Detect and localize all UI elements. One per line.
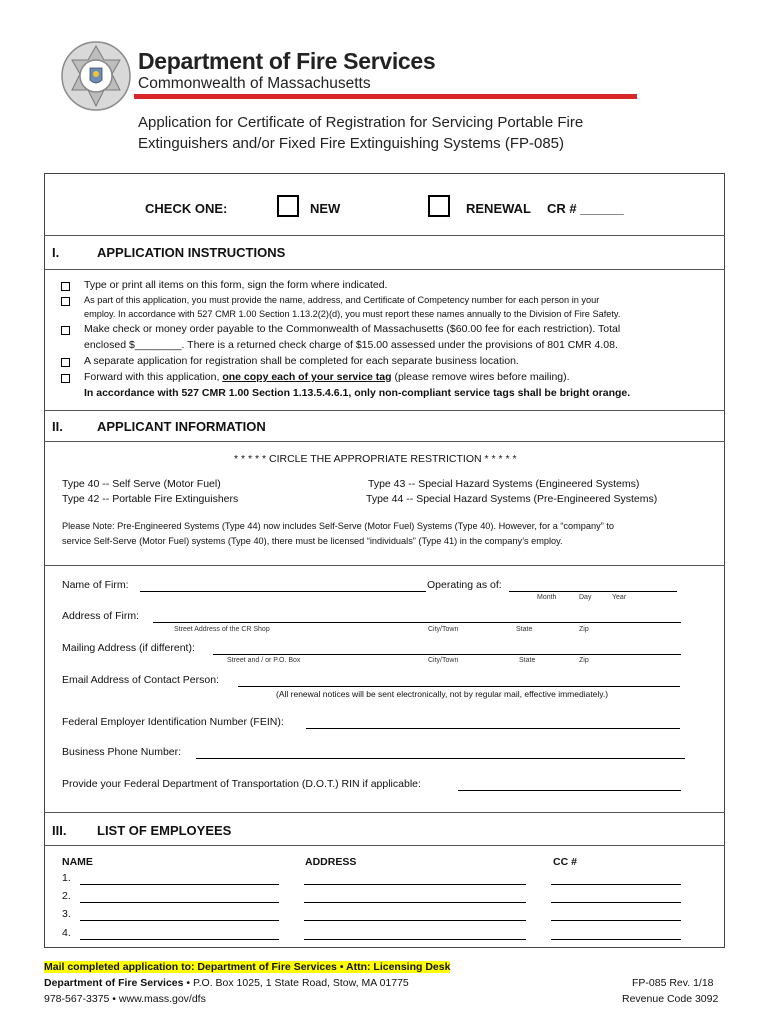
- divider: [44, 565, 725, 566]
- phone-input[interactable]: [196, 758, 685, 759]
- divider: [44, 269, 725, 270]
- section2-number: II.: [52, 419, 63, 434]
- type-42[interactable]: Type 42 -- Portable Fire Extinguishers: [62, 493, 239, 505]
- employee-cc-input[interactable]: [551, 884, 681, 885]
- employee-name-input[interactable]: [80, 902, 279, 903]
- divider: [44, 812, 725, 813]
- employee-name-input[interactable]: [80, 884, 279, 885]
- address-header: ADDRESS: [305, 856, 357, 868]
- section1-title: APPLICATION INSTRUCTIONS: [97, 245, 286, 260]
- divider: [44, 845, 725, 846]
- type-40[interactable]: Type 40 -- Self Serve (Motor Fuel): [62, 478, 221, 490]
- bullet-icon: [61, 358, 70, 367]
- instruction-1: Type or print all items on this form, sign the form where indicated.: [84, 279, 388, 291]
- name-header: NAME: [62, 856, 93, 868]
- form-revision: FP-085 Rev. 1/18: [632, 977, 714, 989]
- instruction-2a: As part of this application, you must provide the name, address, and Certificate of Competency number for each person in your: [84, 295, 600, 305]
- zip-caption: Zip: [579, 626, 589, 633]
- firm-name-input[interactable]: [140, 591, 426, 592]
- street-po-caption: Street and / or P.O. Box: [227, 657, 301, 664]
- bullet-icon: [61, 297, 70, 306]
- email-label: Email Address of Contact Person:: [62, 674, 219, 686]
- footer-address: [44, 977, 409, 989]
- section1-number: I.: [52, 245, 60, 260]
- state-caption: State: [516, 626, 533, 633]
- note-line2: service Self-Serve (Motor Fuel) systems (Type 40), there must be licensed “individuals” (Type 41) in the company’s employ.: [62, 536, 563, 546]
- state-caption: State: [519, 657, 536, 664]
- instruction-5: [84, 371, 570, 383]
- operating-label: Operating as of:: [427, 579, 502, 591]
- employee-row-number: 1.: [62, 872, 71, 884]
- employee-row-number: 2.: [62, 890, 71, 902]
- type-43[interactable]: Type 43 -- Special Hazard Systems (Engineered Systems): [368, 478, 640, 490]
- mail-to-instruction: Mail completed application to: Department of Fire Services • Attn: Licensing Desk: [44, 961, 451, 973]
- mailing-address-label: Mailing Address (if different):: [62, 642, 195, 654]
- email-note: (All renewal notices will be sent electronically, not by regular mail, effective immediately.): [276, 689, 609, 699]
- instruction-6: In accordance with 527 CMR 1.00 Section 1.13.5.4.6.1, only non-compliant service tags shall be bright orange.: [84, 387, 631, 399]
- new-checkbox[interactable]: [277, 195, 299, 217]
- employee-name-input[interactable]: [80, 920, 279, 921]
- dot-input[interactable]: [458, 790, 681, 791]
- instruction-5-post: (please remove wires before mailing).: [391, 371, 570, 383]
- renewal-checkbox[interactable]: [428, 195, 450, 217]
- form-title-line1: Application for Certificate of Registration for Servicing Portable Fire: [138, 114, 584, 131]
- circle-restriction: * * * * * CIRCLE THE APPROPRIATE RESTRICTION * * * * *: [234, 453, 517, 465]
- commonwealth-name: Commonwealth of Massachusetts: [138, 75, 371, 92]
- note-line1: Please Note: Pre-Engineered Systems (Type 44) now includes Self-Serve (Motor Fuel) Systems (Type 40). However, for a “company” to: [62, 521, 614, 531]
- employee-address-input[interactable]: [304, 884, 526, 885]
- employee-name-input[interactable]: [80, 939, 279, 940]
- department-name: Department of Fire Services: [138, 48, 436, 74]
- operating-date-input[interactable]: [509, 591, 677, 592]
- fein-input[interactable]: [306, 728, 680, 729]
- instruction-4: A separate application for registration shall be completed for each separate business location.: [84, 355, 519, 367]
- email-input[interactable]: [238, 686, 680, 687]
- instruction-5-pre: Forward with this application,: [84, 371, 223, 383]
- dot-label: Provide your Federal Department of Transportation (D.O.T.) RIN if applicable:: [62, 778, 421, 790]
- type-44[interactable]: Type 44 -- Special Hazard Systems (Pre-Engineered Systems): [366, 493, 658, 505]
- instruction-5-underlined: one copy each of your service tag: [222, 371, 392, 383]
- employee-address-input[interactable]: [304, 902, 526, 903]
- phone-label: Business Phone Number:: [62, 746, 182, 758]
- form-title-line2: Extinguishers and/or Fixed Fire Extinguishing Systems (FP-085): [138, 135, 565, 152]
- instruction-2b: employ. In accordance with 527 CMR 1.00 Section 1.13.2(2)(d), you must report these names annually to the Division of Fire Safety.: [84, 309, 621, 319]
- bullet-icon: [61, 282, 70, 291]
- cc-header: CC #: [553, 856, 577, 868]
- divider: [44, 410, 725, 411]
- instruction-3b: enclosed $________. There is a returned check charge of $15.00 assessed under the provisions of 801 CMR 4.08.: [84, 339, 618, 351]
- employee-address-input[interactable]: [304, 920, 526, 921]
- year-caption: Year: [612, 594, 627, 601]
- revenue-code: Revenue Code 3092: [622, 993, 719, 1005]
- employee-cc-input[interactable]: [551, 902, 681, 903]
- employee-row-number: 3.: [62, 908, 71, 920]
- day-caption: Day: [579, 594, 592, 601]
- new-label: NEW: [310, 201, 341, 216]
- employee-address-input[interactable]: [304, 939, 526, 940]
- footer-po-box: • P.O. Box 1025, 1 State Road, Stow, MA 01775: [183, 977, 409, 989]
- bullet-icon: [61, 326, 70, 335]
- employee-row-number: 4.: [62, 927, 71, 939]
- firm-address-input[interactable]: [153, 622, 681, 623]
- cr-number-field[interactable]: CR # ______: [547, 201, 624, 216]
- footer-contact: 978-567-3375 • www.mass.gov/dfs: [44, 993, 206, 1005]
- employee-cc-input[interactable]: [551, 939, 681, 940]
- section2-title: APPLICANT INFORMATION: [97, 419, 266, 434]
- section3-title: LIST OF EMPLOYEES: [97, 823, 232, 838]
- bullet-icon: [61, 374, 70, 383]
- fein-label: Federal Employer Identification Number (FEIN):: [62, 716, 284, 728]
- firm-address-label: Address of Firm:: [62, 610, 140, 622]
- instruction-3a: Make check or money order payable to the Commonwealth of Massachusetts ($60.00 fee for each restriction). Total: [84, 323, 621, 335]
- employee-cc-input[interactable]: [551, 920, 681, 921]
- renewal-label: RENEWAL: [466, 201, 531, 216]
- zip-caption: Zip: [579, 657, 589, 664]
- header-divider: [134, 94, 637, 99]
- city-caption: City/Town: [428, 657, 459, 664]
- check-one-label: CHECK ONE:: [145, 201, 228, 216]
- firm-name-label: Name of Firm:: [62, 579, 129, 591]
- mailing-address-input[interactable]: [213, 654, 681, 655]
- section3-number: III.: [52, 823, 67, 838]
- street-caption: Street Address of the CR Shop: [174, 626, 270, 633]
- divider: [44, 441, 725, 442]
- divider: [44, 235, 725, 236]
- month-caption: Month: [537, 594, 557, 601]
- dfs-seal-icon: [60, 40, 132, 112]
- footer-dfs: Department of Fire Services: [44, 977, 184, 989]
- city-caption: City/Town: [428, 626, 459, 633]
